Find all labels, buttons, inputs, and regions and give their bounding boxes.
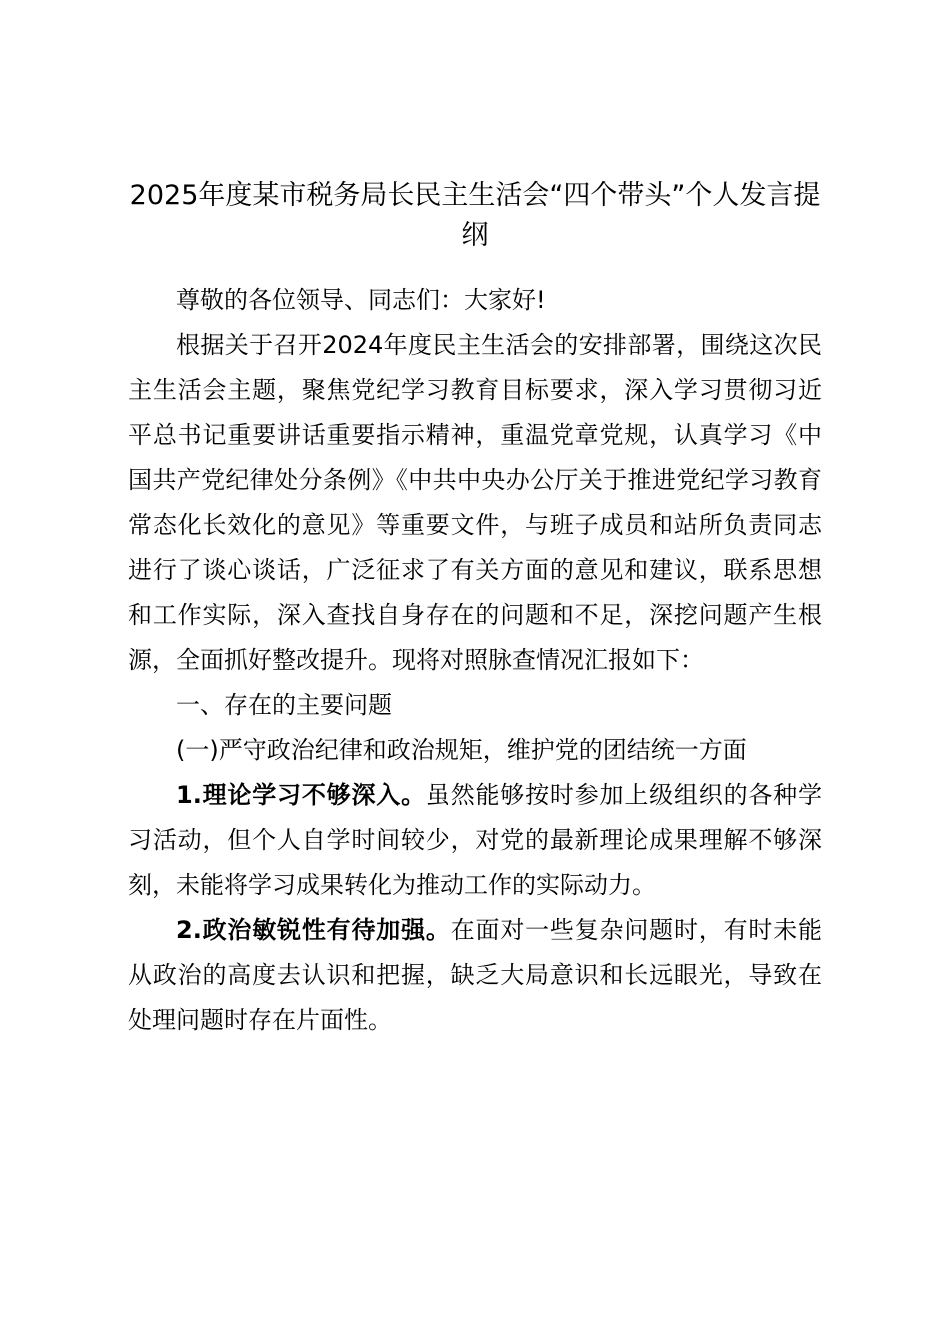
section-heading: 一、存在的主要问题 [176,691,392,719]
problem-item-1 [128,773,822,908]
subsection-heading: (一)严守政治纪律和政治规矩，维护党的团结统一方面 [176,736,747,764]
problem-item-1-text: 虽然能够按时参加上级组织的各种学习活动，但个人自学时间较少，对党的最新理论成果理解不够深刻，未能将学习成果转化为推动工作的实际动力。 [128,781,822,899]
problem-item-2-text: 在面对一些复杂问题时，有时未能从政治的高度去认识和把握，缺乏大局意识和长远眼光，导致在处理问题时存在片面性。 [128,916,822,1034]
document-title: 2025年度某市税务局长民主生活会“四个带头”个人发言提纲 [129,180,821,251]
greeting-paragraph: 尊敬的各位领导、同志们：大家好! [176,286,546,314]
problem-item-2 [128,908,822,1043]
intro-paragraph: 根据关于召开2024年度民主生活会的安排部署，围绕这次民主生活会主题，聚焦党纪学习教育目标要求，深入学习贯彻习近平总书记重要讲话重要指示精神，重温党章党规，认真学习《中国共产党纪律处分条例》《中共中央办公厅关于推进党纪学习教育常态化长效化的意见》等重要文件，与班子成员和站所负责同志进行了谈心谈话，广泛征求了有关方面的意见和建议，联系思想和工作实际，深入查找自身存在的问题和不足，深挖问题产生根源，全面抓好整改提升。现将对照脉查情况汇报如下： [128,331,822,674]
document-body [128,278,822,1043]
problem-item-1-lead: 1.理论学习不够深入。 [176,781,426,809]
problem-item-2-lead: 2.政治敏锐性有待加强。 [176,916,451,944]
